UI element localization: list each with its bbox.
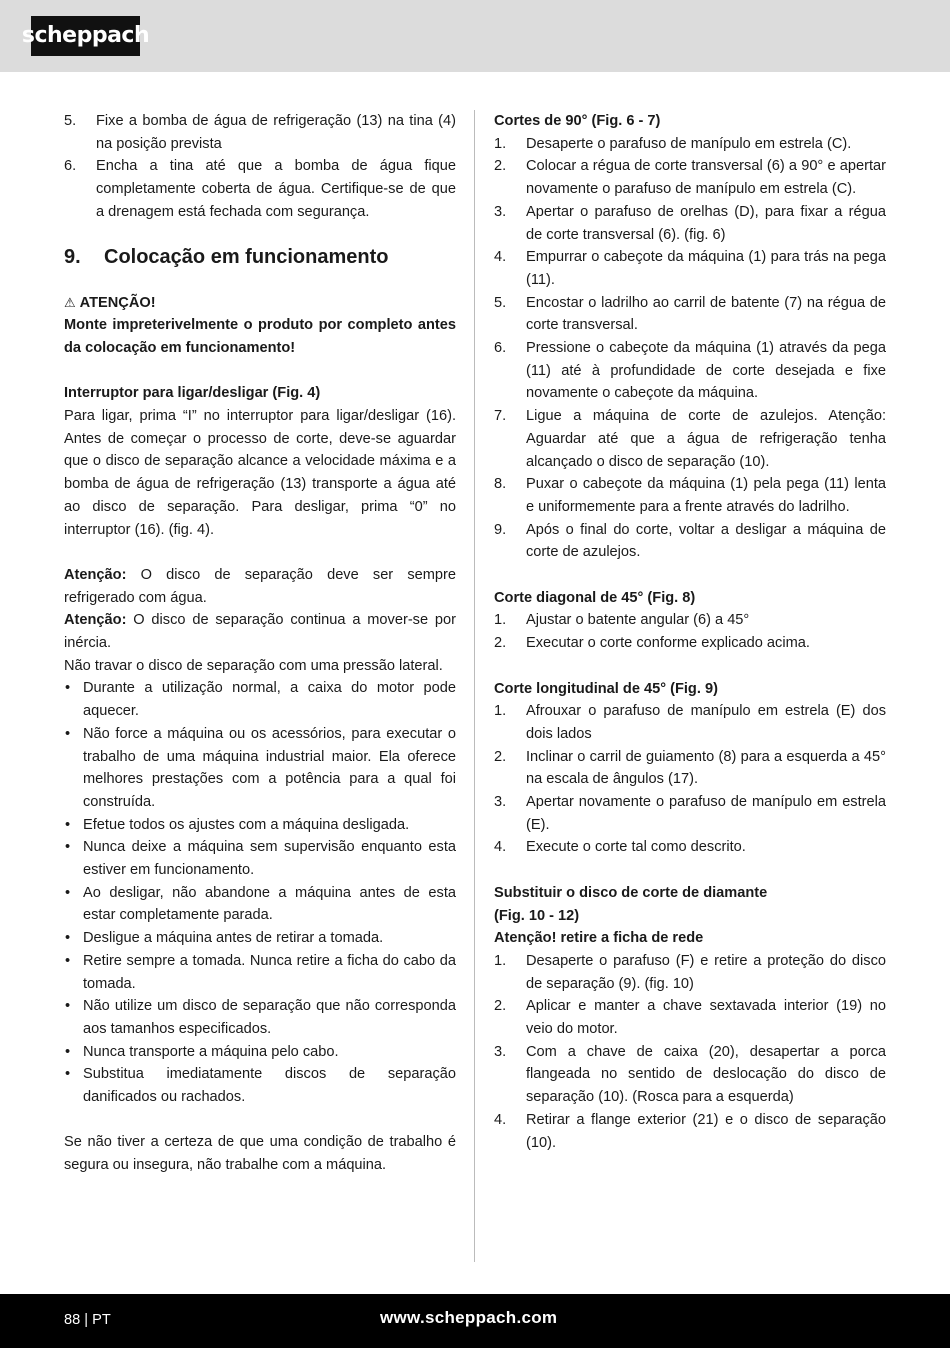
warning-text: Monte impreterivelmente o produto por completo antes da colocação em funcionamento!: [64, 317, 456, 356]
switch-heading: Interruptor para ligar/desligar (Fig. 4): [64, 385, 321, 402]
list-item: 6. Pressione o cabeçote da máquina (1) através da pega (11) até à profundidade de corte desejada e fixe novamente o cabeçote da máquina.: [494, 340, 886, 402]
replace-disc-warning: Atenção! retire a ficha de rede: [494, 930, 704, 947]
left-column: [64, 110, 456, 1177]
list-item: 2. Colocar a régua de corte transversal (6) a 90° e apertar novamente o parafuso de manípulo em estrela (C).: [494, 158, 886, 198]
list-item: 2. Inclinar o carril de guiamento (8) para a esquerda a 45° na escala de ângulos (17).: [494, 748, 886, 788]
longitudinal-cut-list: [494, 700, 886, 859]
list-item: 1. Desaperte o parafuso de manípulo em estrela (C).: [494, 135, 852, 152]
replace-disc-figures: (Fig. 10 - 12): [494, 907, 580, 924]
list-item: 2. Aplicar e manter a chave sextavada interior (19) no veio do motor.: [494, 998, 886, 1038]
attention-note-cooling: Atenção: O disco de separação deve ser sempre refrigerado com água.: [64, 566, 456, 606]
list-item: 5. Encostar o ladrilho ao carril de batente (7) na régua de corte transversal.: [494, 294, 886, 334]
diagonal-cut-heading: Corte diagonal de 45° (Fig. 8): [494, 589, 696, 606]
list-item: 3. Com a chave de caixa (20), desapertar a porca flangeada no sentido de deslocação do disco de separação (10). (Rosca para a esquerda): [494, 1043, 886, 1106]
page-header: [0, 0, 950, 72]
list-item: • Não utilize um disco de separação que não corresponda aos tamanhos especificados.: [65, 998, 456, 1037]
list-item: 9. Após o final do corte, voltar a desligar a máquina de corte de azulejos.: [494, 521, 886, 561]
warning-triangle-icon: ⚠: [64, 294, 76, 310]
right-column: [494, 110, 886, 1154]
list-item: • Substitua imediatamente discos de separação danificados ou rachados.: [65, 1066, 456, 1106]
list-item: 6. Encha a tina até que a bomba de água fique completamente coberta de água. Certifique-se de que a drenagem está fechada com segurança.: [64, 158, 456, 220]
cuts-90-heading: Cortes de 90° (Fig. 6 - 7): [494, 113, 661, 129]
list-item: • Nunca transporte a máquina pelo cabo.: [65, 1043, 339, 1060]
page-number: 88 | PT: [64, 1312, 111, 1328]
longitudinal-cut-heading: Corte longitudinal de 45° (Fig. 9): [494, 680, 718, 697]
list-item: 1. Afrouxar o parafuso de manípulo em estrela (E) dos dois lados: [494, 703, 886, 742]
list-item: 3. Apertar o parafuso de orelhas (D), para fixar a régua de corte transversal (6). (fig. 6): [494, 203, 886, 243]
list-item: 1. Desaperte o parafuso (F) e retire a proteção do disco de separação (9). (fig. 10): [494, 952, 886, 992]
list-item: • Desligue a máquina antes de retirar a tomada.: [65, 930, 384, 947]
list-item: 5. Fixe a bomba de água de refrigeração (13) na tina (4) na posição prevista: [64, 113, 456, 152]
column-divider: [474, 110, 475, 1262]
page-footer: [0, 1294, 950, 1348]
list-item: 3. Apertar novamente o parafuso de manípulo em estrela (E).: [494, 794, 886, 833]
warning-title: ⚠ ATENÇÃO!: [64, 292, 456, 315]
list-item: 7. Ligue a máquina de corte de azulejos. Atenção: Aguardar até que a água de refrigeração tenha alcançado o disco de separação (10).: [494, 408, 886, 470]
intro-steps-list: [64, 110, 456, 224]
diagonal-cut-list: [494, 609, 886, 654]
closing-note: Se não tiver a certeza de que uma condição de trabalho é segura ou insegura, não trabalhe com a máquina.: [64, 1134, 456, 1174]
safety-bullet-list: [64, 677, 456, 1108]
attention-note-inertia: Atenção: O disco de separação continua a mover-se por inércia.: [64, 612, 457, 652]
list-item: 4. Retirar a flange exterior (21) e o disco de separação (10).: [494, 1111, 886, 1151]
no-lateral-pressure-note: Não travar o disco de separação com uma pressão lateral.: [64, 657, 443, 674]
list-item: • Nunca deixe a máquina sem supervisão enquanto esta estiver em funcionamento.: [65, 839, 456, 879]
scheppach-logo: scheppach: [31, 16, 140, 56]
website-link[interactable]: www.scheppach.com: [380, 1308, 558, 1327]
list-item: 8. Puxar o cabeçote da máquina (1) pela pega (11) lenta e uniformemente para a frente através do ladrilho.: [494, 476, 886, 515]
list-item: 2. Executar o corte conforme explicado acima.: [494, 635, 810, 652]
replace-disc-list: [494, 950, 886, 1154]
list-item: 4. Empurrar o cabeçote da máquina (1) para trás na pega (11).: [494, 249, 886, 288]
list-item: • Durante a utilização normal, a caixa do motor pode aquecer.: [65, 680, 456, 720]
section-heading: 9. Colocação em funcionamento: [64, 245, 389, 268]
list-item: • Não force a máquina ou os acessórios, para executar o trabalho de uma máquina industrial maior. Ela oferece melhores prestações com a potência para a qual foi construída.: [65, 725, 456, 810]
list-item: 4. Execute o corte tal como descrito.: [494, 839, 746, 856]
list-item: • Efetue todos os ajustes com a máquina desligada.: [65, 816, 410, 833]
list-item: 1. Ajustar o batente angular (6) a 45°: [494, 612, 750, 629]
switch-text: Para ligar, prima “I” no interruptor para ligar/desligar (16). Antes de começar o processo de corte, deve-se aguardar que o disco de separação alcance a velocidade máxima e a bomba de água de refrigeração (13) transporte a água até ao disco de separação. Para desligar, prima “0” no interruptor (16). (fig. 4).: [64, 408, 456, 538]
list-item: • Retire sempre a tomada. Nunca retire a ficha do cabo da tomada.: [65, 952, 456, 992]
list-item: • Ao desligar, não abandone a máquina antes de esta estar completamente parada.: [65, 884, 456, 924]
replace-disc-heading: Substituir o disco de corte de diamante: [494, 884, 768, 901]
cuts-90-list: [494, 133, 886, 564]
